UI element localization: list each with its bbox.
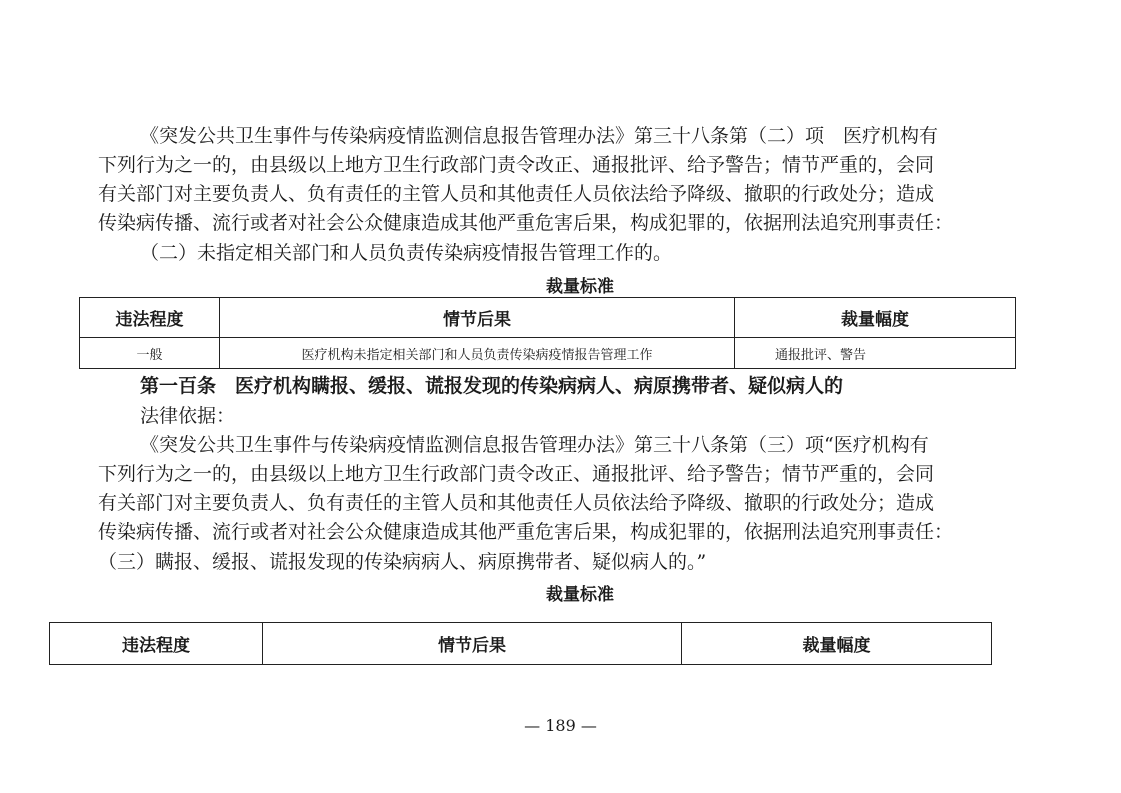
article-paragraph-line: 下列行为之一的，由县级以上地方卫生行政部门责令改正、通报批评、给予警告；情节严重的，会同 (98, 154, 935, 176)
discretion-standard-table (79, 297, 1016, 369)
article-paragraph-line: 下列行为之一的，由县级以上地方卫生行政部门责令改正、通报批评、给予警告；情节严重的，会同 (98, 463, 935, 485)
article-paragraph-line: 传染病传播、流行或者对社会公众健康造成其他严重危害后果，构成犯罪的，依据刑法追究刑事责任： (98, 212, 954, 234)
article-paragraph-line: （二）未指定相关部门和人员负责传染病疫情报告管理工作的。 (140, 242, 673, 264)
article-paragraph-line: （三）瞒报、缓报、谎报发现的传染病病人、病原携带者、疑似病人的。” (98, 551, 707, 573)
cell-discretion-range: 通报批评、警告 (735, 338, 1016, 369)
cell-circumstances: 医疗机构未指定相关部门和人员负责传染病疫情报告管理工作 (220, 338, 735, 369)
discretion-standard-table (49, 622, 992, 665)
article-paragraph-line: 有关部门对主要负责人、负有责任的主管人员和其他责任人员依法给予降级、撤职的行政处分；造成 (98, 183, 935, 205)
header-discretion-range: 裁量幅度 (682, 623, 992, 665)
header-violation-degree: 违法程度 (50, 623, 263, 665)
article-paragraph-line: 有关部门对主要负责人、负有责任的主管人员和其他责任人员依法给予降级、撤职的行政处分；造成 (98, 492, 935, 514)
table-row (80, 338, 1016, 369)
article-title: 第一百条 医疗机构瞒报、缓报、谎报发现的传染病病人、病原携带者、疑似病人的 (140, 375, 844, 397)
header-circumstances: 情节后果 (263, 623, 682, 665)
cell-violation-degree: 一般 (80, 338, 220, 369)
table-header-row (50, 623, 992, 665)
article-paragraph-line: 传染病传播、流行或者对社会公众健康造成其他严重危害后果，构成犯罪的，依据刑法追究刑事责任： (98, 521, 954, 543)
table-header-row (80, 298, 1016, 338)
table-title: 裁量标准 (546, 277, 614, 297)
table-title: 裁量标准 (546, 585, 614, 605)
header-violation-degree: 违法程度 (80, 298, 220, 338)
page-number: — 189 — (524, 716, 597, 735)
article-paragraph-line: 《突发公共卫生事件与传染病疫情监测信息报告管理办法》第三十八条第（三）项“医疗机构有 (140, 434, 929, 456)
header-discretion-range: 裁量幅度 (735, 298, 1016, 338)
article-paragraph-line: 《突发公共卫生事件与传染病疫情监测信息报告管理办法》第三十八条第（二）项 医疗机构有 (140, 125, 939, 147)
header-circumstances: 情节后果 (220, 298, 735, 338)
legal-basis-label: 法律依据： (140, 405, 236, 427)
